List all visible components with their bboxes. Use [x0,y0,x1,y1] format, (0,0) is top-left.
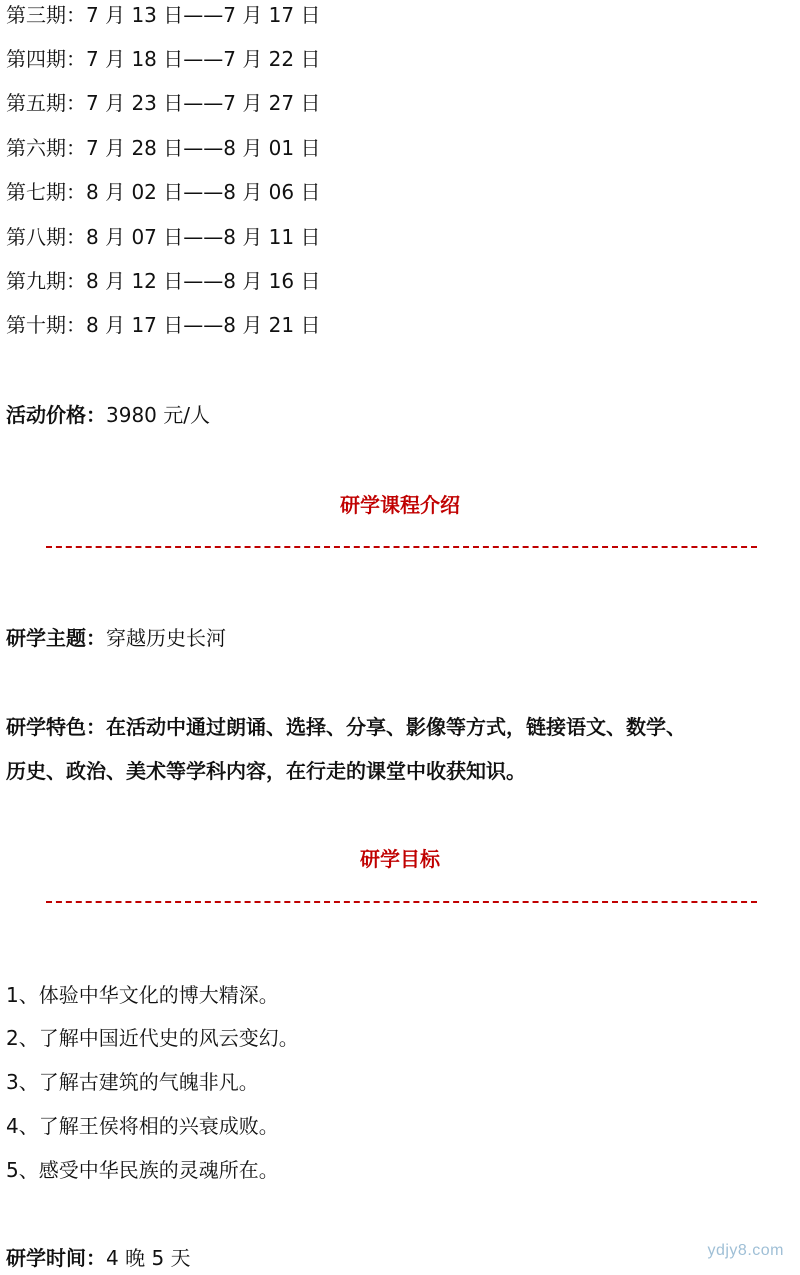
schedule-period-label: 第四期： [6,47,86,71]
duration-label: 研学时间： [6,1246,106,1270]
schedule-dates: 8 月 17 日——8 月 21 日 [86,313,321,337]
duration-line [6,1245,191,1271]
schedule-dates: 8 月 12 日——8 月 16 日 [86,269,321,293]
schedule-period-label: 第七期： [6,180,86,204]
schedule-dates: 7 月 13 日——7 月 17 日 [86,3,321,27]
schedule-dates: 7 月 23 日——7 月 27 日 [86,91,321,115]
theme-label: 研学主题： [6,626,106,650]
price-value: 3980 元/人 [106,403,210,427]
goals-title: 研学目标 [360,847,440,871]
schedule-dates: 7 月 28 日——8 月 01 日 [86,136,321,160]
theme-line [6,625,226,651]
schedule-dates: 8 月 07 日——8 月 11 日 [86,225,321,249]
goal-item-2: 2、了解中国近代史的风云变幻。 [6,1026,299,1050]
goal-item-4: 4、了解王侯将相的兴衰成败。 [6,1114,279,1138]
schedule-period-label: 第十期： [6,313,86,337]
schedule-line-3 [6,2,321,28]
goal-item-1: 1、体验中华文化的博大精深。 [6,983,279,1007]
goals-divider [46,901,757,903]
price-label: 活动价格： [6,403,106,427]
schedule-line-9 [6,268,321,294]
schedule-dates: 8 月 02 日——8 月 06 日 [86,180,321,204]
goal-item-5: 5、感受中华民族的灵魂所在。 [6,1158,279,1182]
features-line-1: 研学特色：在活动中通过朗诵、选择、分享、影像等方式，链接语文、数学、 [6,715,686,739]
price-line [6,402,210,428]
schedule-period-label: 第三期： [6,3,86,27]
schedule-line-4 [6,46,321,72]
schedule-line-7 [6,179,321,205]
schedule-line-8 [6,224,321,250]
features-line-2: 历史、政治、美术等学科内容，在行走的课堂中收获知识。 [6,759,526,783]
schedule-period-label: 第五期： [6,91,86,115]
schedule-period-label: 第九期： [6,269,86,293]
theme-value: 穿越历史长河 [106,626,226,650]
schedule-dates: 7 月 18 日——7 月 22 日 [86,47,321,71]
goal-item-3: 3、了解古建筑的气魄非凡。 [6,1070,259,1094]
schedule-period-label: 第八期： [6,225,86,249]
course-intro-divider [46,546,757,548]
schedule-line-5 [6,90,321,116]
schedule-line-6 [6,135,321,161]
duration-value: 4 晚 5 天 [106,1246,191,1270]
course-intro-title: 研学课程介绍 [340,493,460,517]
site-watermark: ydjy8.com [707,1242,784,1259]
schedule-period-label: 第六期： [6,136,86,160]
schedule-line-10 [6,312,321,338]
